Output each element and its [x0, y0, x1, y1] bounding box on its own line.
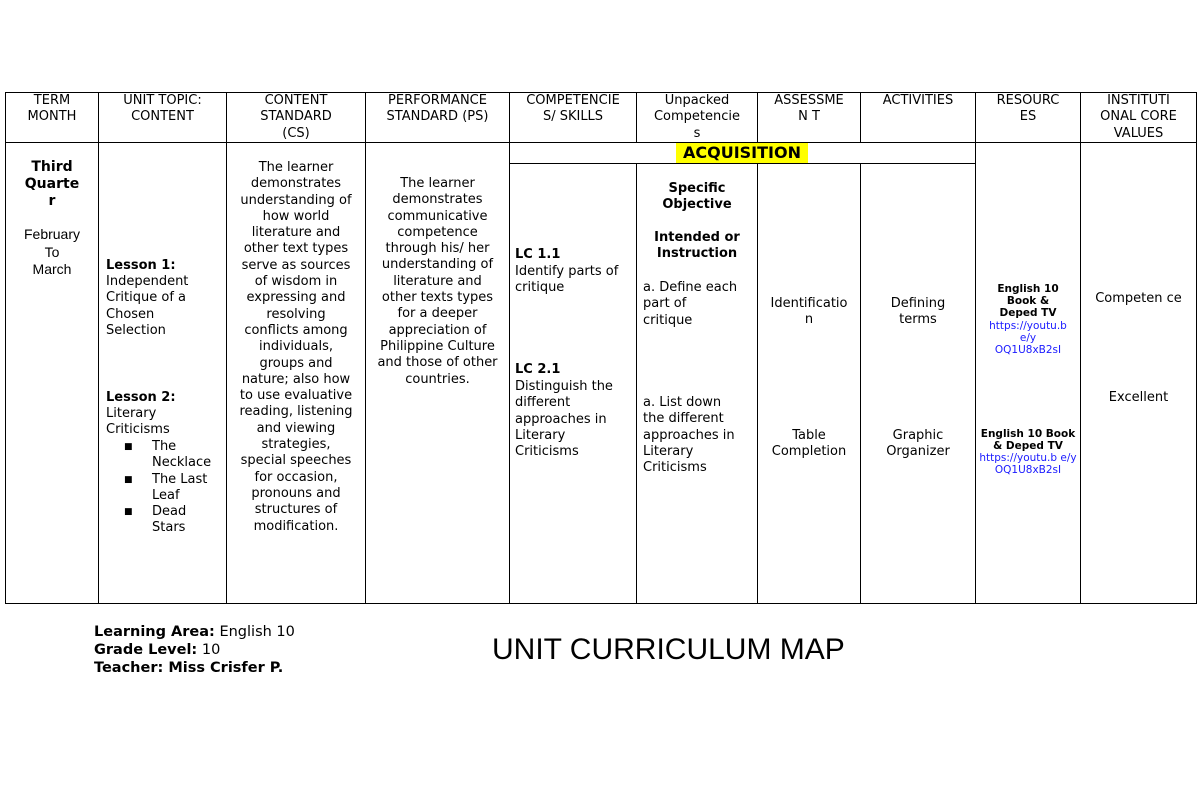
lesson2-title: Lesson 2: [106, 390, 176, 405]
lc2-code: LC 2.1 [515, 362, 561, 377]
header-term-month: TERM MONTH [27, 93, 77, 125]
grade-level-label: Grade Level: [94, 642, 198, 658]
list-item-text: The Necklace [152, 439, 212, 471]
content-standard-text: The learner demonstrates understanding of how world literature and other text types serve as sources of wisdom in expressing and resolving conflicts among individuals, groups and nature; also how to use evaluative reading, listening and viewing strategies, special speeches for occasion, pronouns and structures of modification. [239, 160, 353, 534]
col-line-1 [98, 92, 99, 604]
teacher [94, 660, 283, 678]
core-value-2: Excellent [1108, 390, 1169, 405]
table-bottom-border [5, 603, 1196, 604]
lesson2-text: Literary Criticisms [106, 406, 170, 438]
core-value-1: Competen ce [1095, 291, 1182, 306]
learning-area [94, 624, 295, 642]
col-line-7b [860, 163, 861, 604]
col-line-6b [757, 163, 758, 604]
bullet-icon: ■ [124, 507, 133, 518]
learning-area-label: Learning Area: [94, 624, 215, 640]
col-line-0 [5, 92, 6, 604]
resource-1-link[interactable]: https://youtu.b e/y OQ1U8xB2sI [989, 320, 1067, 357]
unpacked-objective-2: a. List down the different approaches in Literary Criticisms [643, 395, 735, 476]
bullet-icon: ■ [124, 442, 133, 452]
grade-level [94, 642, 220, 660]
lesson1-text: Independent Critique of a Chosen Selection [106, 274, 189, 338]
header-core-values: INSTITUTI ONAL CORE VALUES [1100, 93, 1177, 141]
term-quarter: Third Quarte r [24, 159, 80, 209]
list-item [106, 504, 226, 537]
header-content-standard: CONTENT STANDARD (CS) [260, 93, 332, 141]
header-row-divider [5, 142, 1196, 143]
unpacked-intended: Intended or Instruction [654, 230, 740, 262]
activity-1: Defining terms [890, 296, 946, 328]
lc2-text: Distinguish the different approaches in Literary Criticisms [515, 379, 613, 460]
acquisition-divider [509, 163, 975, 164]
lesson1-title: Lesson 1: [106, 258, 176, 273]
col-line-10 [1196, 92, 1197, 604]
assessment-2: Table Completion [771, 428, 847, 460]
header-performance-standard: PERFORMANCE STANDARD (PS) [386, 93, 489, 125]
header-unit-topic: UNIT TOPIC: CONTENT [123, 93, 202, 125]
col-line-4 [509, 92, 510, 604]
unpacked-specific: Specific Objective [662, 181, 732, 213]
lesson2-list [106, 439, 226, 537]
activity-2: Graphic Organizer [886, 428, 950, 460]
lc1-text: Identify parts of critique [515, 264, 619, 296]
list-item-text: The Last Leaf [152, 471, 208, 503]
bullet-icon: ■ [124, 474, 133, 485]
page-title: UNIT CURRICULUM MAP [492, 633, 845, 666]
resource-2-link[interactable]: https://youtu.b e/y OQ1U8xB2sI [979, 452, 1077, 477]
header-activities: ACTIVITIES [882, 93, 954, 108]
resource-1-title: English 10 Book & Deped TV [997, 283, 1059, 320]
list-item-text: Dead Stars [152, 504, 187, 536]
resource-2-title: English 10 Book & Deped TV [980, 428, 1076, 453]
lc1-code: LC 1.1 [515, 247, 561, 262]
header-assessment: ASSESSME N T [774, 93, 844, 125]
header-resources: RESOURC ES [996, 93, 1060, 125]
header-competencies: COMPETENCIE S/ SKILLS [526, 93, 620, 125]
list-item [106, 439, 226, 472]
acquisition-label: ACQUISITION [676, 143, 808, 163]
list-item [106, 472, 226, 505]
performance-standard-text: The learner demonstrates communicative competence through his/ her understanding of literature and other texts types for a deeper appreciation of Philippine Culture and those of other countries. [377, 176, 498, 387]
learning-area-value: English 10 [214, 624, 295, 640]
col-line-9 [1080, 92, 1081, 604]
unpacked-objective-1: a. Define each part of critique [643, 280, 738, 328]
grade-level-value: 10 [197, 642, 221, 658]
teacher-label: Teacher: Miss Crisfer P. [94, 660, 284, 676]
header-unpacked: Unpacked Competencie s [653, 93, 741, 141]
term-months: February To March [23, 226, 81, 277]
assessment-1: Identificatio n [770, 296, 848, 328]
